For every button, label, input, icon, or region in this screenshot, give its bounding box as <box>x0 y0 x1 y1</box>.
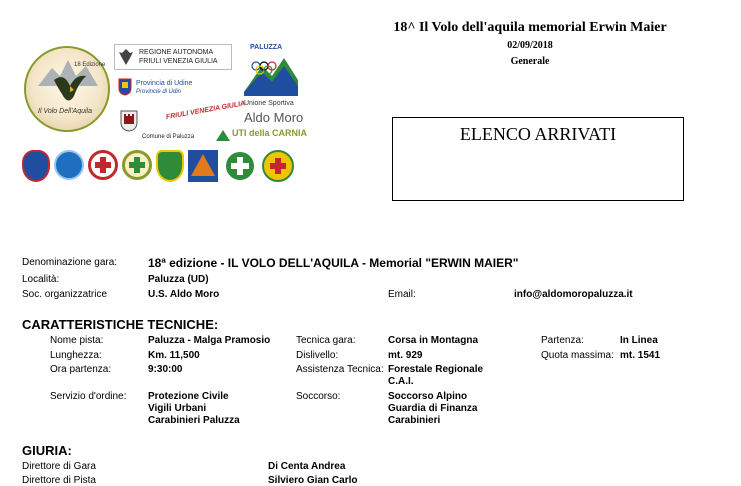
quota-value: mt. 1541 <box>620 350 661 361</box>
badge-alpine-rescue-icon <box>224 150 256 182</box>
soc-label: Soc. organizzatrice <box>22 289 108 300</box>
castle-crest-icon <box>120 110 138 132</box>
servizio-label: Servizio d'ordine: <box>50 391 127 402</box>
region-line2: FRIULI VENEZIA GIULIA <box>139 58 218 65</box>
direttore-pista-value: Silviero Gian Carlo <box>268 475 358 486</box>
provincia-line2: Provincie di Udin <box>136 89 182 95</box>
provincia-logo <box>118 78 208 100</box>
paluzza-label: PALUZZA <box>250 44 283 51</box>
giuria-title: GIURIA: <box>22 443 72 458</box>
event-logo-text: Il Volo Dell'Aquila <box>38 108 92 115</box>
partenza-label: Partenza: <box>541 335 584 346</box>
localita-value: Paluzza (UD) <box>148 274 209 285</box>
race-title: 18^ Il Volo dell'aquila memorial Erwin Maier <box>393 20 667 35</box>
badge-civil-protection-icon <box>188 150 218 182</box>
us-aldo-moro-logo <box>242 98 306 130</box>
badge-forestry-icon <box>156 150 184 182</box>
tecnica-label: Tecnica gara: <box>296 335 356 346</box>
assistenza-label: Assistenza Tecnica: <box>296 364 384 375</box>
elenco-arrivati-box <box>392 117 684 201</box>
soc-value: U.S. Aldo Moro <box>148 289 220 300</box>
ora-label: Ora partenza: <box>50 364 112 375</box>
mountains-rings-icon <box>244 52 298 96</box>
comune-logo <box>120 110 220 146</box>
direttore-gara-value: Di Centa Andrea <box>268 461 346 472</box>
paluzza-logo <box>244 44 298 96</box>
uti-mountain-icon <box>216 129 230 141</box>
eagle-crest-icon <box>118 48 134 66</box>
fvg-label: FRIULI VENEZIA GIULIA <box>165 100 246 122</box>
shield-crest-icon <box>118 78 132 96</box>
direttore-gara-label: Direttore di Gara <box>22 461 96 472</box>
servizio-value-3: Carabinieri Paluzza <box>148 415 240 426</box>
region-line1: REGIONE AUTONOMA <box>139 49 214 56</box>
email-value[interactable]: info@aldomoropaluzza.it <box>514 289 633 300</box>
elenco-arrivati-title: ELENCO ARRIVATI <box>459 124 617 144</box>
nome-pista-value: Paluzza - Malga Pramosio <box>148 335 271 346</box>
servizio-value-1: Protezione Civile <box>148 391 229 402</box>
badge-rescue-yellow-icon <box>262 150 294 182</box>
event-edition-text: 18 Edizione <box>74 62 106 68</box>
direttore-pista-label: Direttore di Pista <box>22 475 96 486</box>
lunghezza-label: Lunghezza: <box>50 350 102 361</box>
badge-cross-yellow-icon <box>122 150 152 180</box>
nome-pista-label: Nome pista: <box>50 335 104 346</box>
assistenza-value-2: C.A.I. <box>388 376 414 387</box>
partenza-value: In Linea <box>620 335 658 346</box>
lunghezza-value: Km. 11,500 <box>148 350 200 361</box>
regione-logo <box>114 44 232 70</box>
badge-asoa-icon <box>54 150 84 180</box>
soccorso-value-2: Guardia di Finanza <box>388 403 478 414</box>
badge-cross-red-icon <box>88 150 118 180</box>
eagle-icon <box>24 46 110 132</box>
denominazione-value: 18ª edizione - IL VOLO DELL'AQUILA - Memorial "ERWIN MAIER" <box>148 256 519 270</box>
soccorso-value-1: Soccorso Alpino <box>388 391 468 402</box>
soccorso-label: Soccorso: <box>296 391 341 402</box>
comune-label: Comune di Paluzza <box>142 134 195 140</box>
us-line2: Aldo Moro <box>244 110 304 125</box>
localita-label: Località: <box>22 274 60 285</box>
caratteristiche-title: CARATTERISTICHE TECNICHE: <box>22 317 219 332</box>
uti-carnia-logo <box>216 128 308 142</box>
tecnica-value: Corsa in Montagna <box>388 335 479 346</box>
event-logo <box>24 46 110 132</box>
badge-shield-icon <box>22 150 50 182</box>
servizio-value-2: Vigili Urbani <box>148 403 207 414</box>
uti-label: UTI della CARNIA <box>232 128 308 138</box>
logos-panel <box>18 38 308 190</box>
race-category: Generale <box>510 56 550 67</box>
dislivello-value: mt. 929 <box>388 350 423 361</box>
email-label: Email: <box>388 289 416 300</box>
provincia-line1: Provincia di Udine <box>136 80 193 87</box>
dislivello-label: Dislivello: <box>296 350 339 361</box>
assistenza-value-1: Forestale Regionale <box>388 364 484 375</box>
ora-value: 9:30:00 <box>148 364 183 375</box>
race-date: 02/09/2018 <box>507 40 553 51</box>
us-line1: Unione Sportiva <box>244 100 294 107</box>
soccorso-value-3: Carabinieri <box>388 415 441 426</box>
quota-label: Quota massima: <box>541 350 614 361</box>
denominazione-label: Denominazione gara: <box>22 257 118 268</box>
